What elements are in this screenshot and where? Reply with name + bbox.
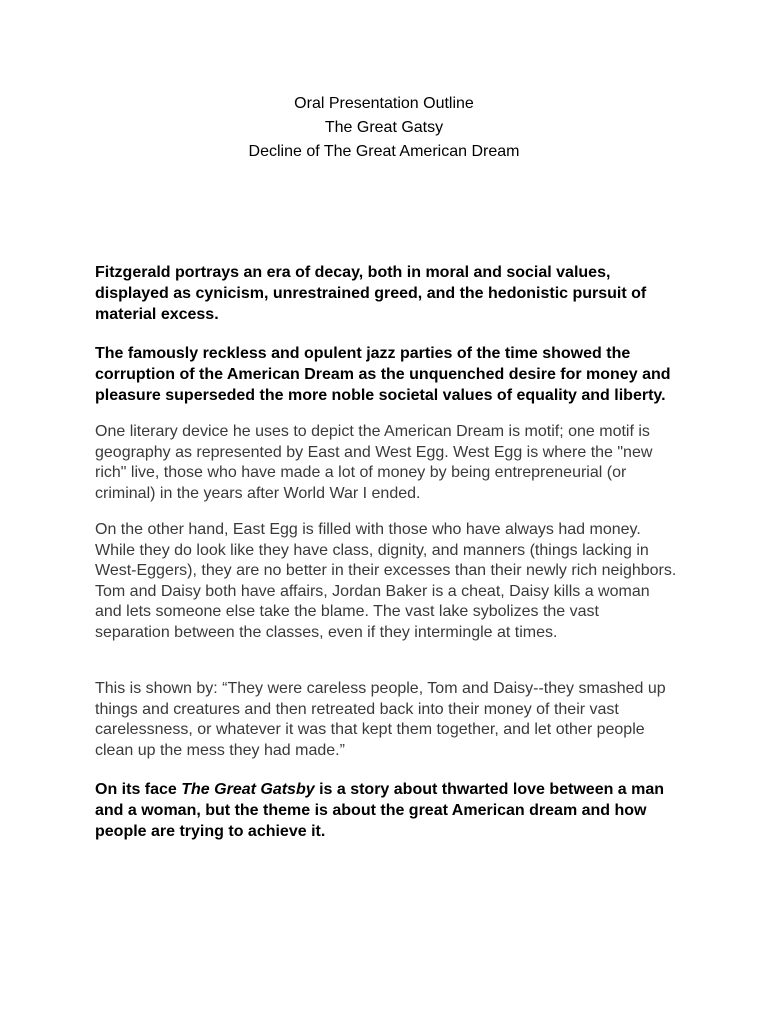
- header-outline-title: Oral Presentation Outline: [294, 95, 474, 112]
- paragraph-motif-geography: One literary device he uses to depict the American Dream is motif; one motif is geography as represented by East and West Egg. West Egg is where the "new rich" live, those who have made a lot of money by being entrepreneurial (or criminal) in the years after World War I ended.: [95, 423, 653, 502]
- paragraph-east-egg: On the other hand, East Egg is filled with those who have always had money. While they do look like they have class, dignity, and manners (things lacking in West-Eggers), they are no better in their excesses than their newly rich neighbors. Tom and Daisy both have affairs, Jordan Baker is a cheat, Daisy kills a woman and lets someone else take the blame. The vast lake sybolizes the vast separation between the classes, even if they intermingle at times.: [95, 521, 677, 641]
- paragraph-theme-book-title: The Great Gatsby: [181, 781, 315, 798]
- paragraph-decay: Fitzgerald portrays an era of decay, both in moral and social values, displayed as cynicism, unrestrained greed, and the hedonistic pursuit of material excess.: [95, 264, 647, 323]
- paragraph-theme: [95, 779, 677, 842]
- header-topic-title: Decline of The Great American Dream: [248, 143, 520, 160]
- header-book-title: The Great Gatsy: [324, 119, 444, 136]
- paragraph-quote: This is shown by: “They were careless people, Tom and Daisy--they smashed up things and creatures and then retreated back into their money of their vast carelessness, or whatever it was that kept them together, and let other people clean up the mess they had made.”: [95, 680, 666, 759]
- document-header: [0, 92, 768, 164]
- paragraph-theme-before: On its face: [95, 781, 182, 798]
- document-body: [95, 262, 677, 842]
- paragraph-jazz-parties: The famously reckless and opulent jazz parties of the time showed the corruption of the American Dream as the unquenched desire for money and pleasure superseded the more noble societal values of equality and liberty.: [95, 345, 671, 404]
- paragraph-theme-after: is a story about thwarted love between a man and a woman, but the theme is about the great American dream and how people are trying to achieve it.: [95, 781, 665, 840]
